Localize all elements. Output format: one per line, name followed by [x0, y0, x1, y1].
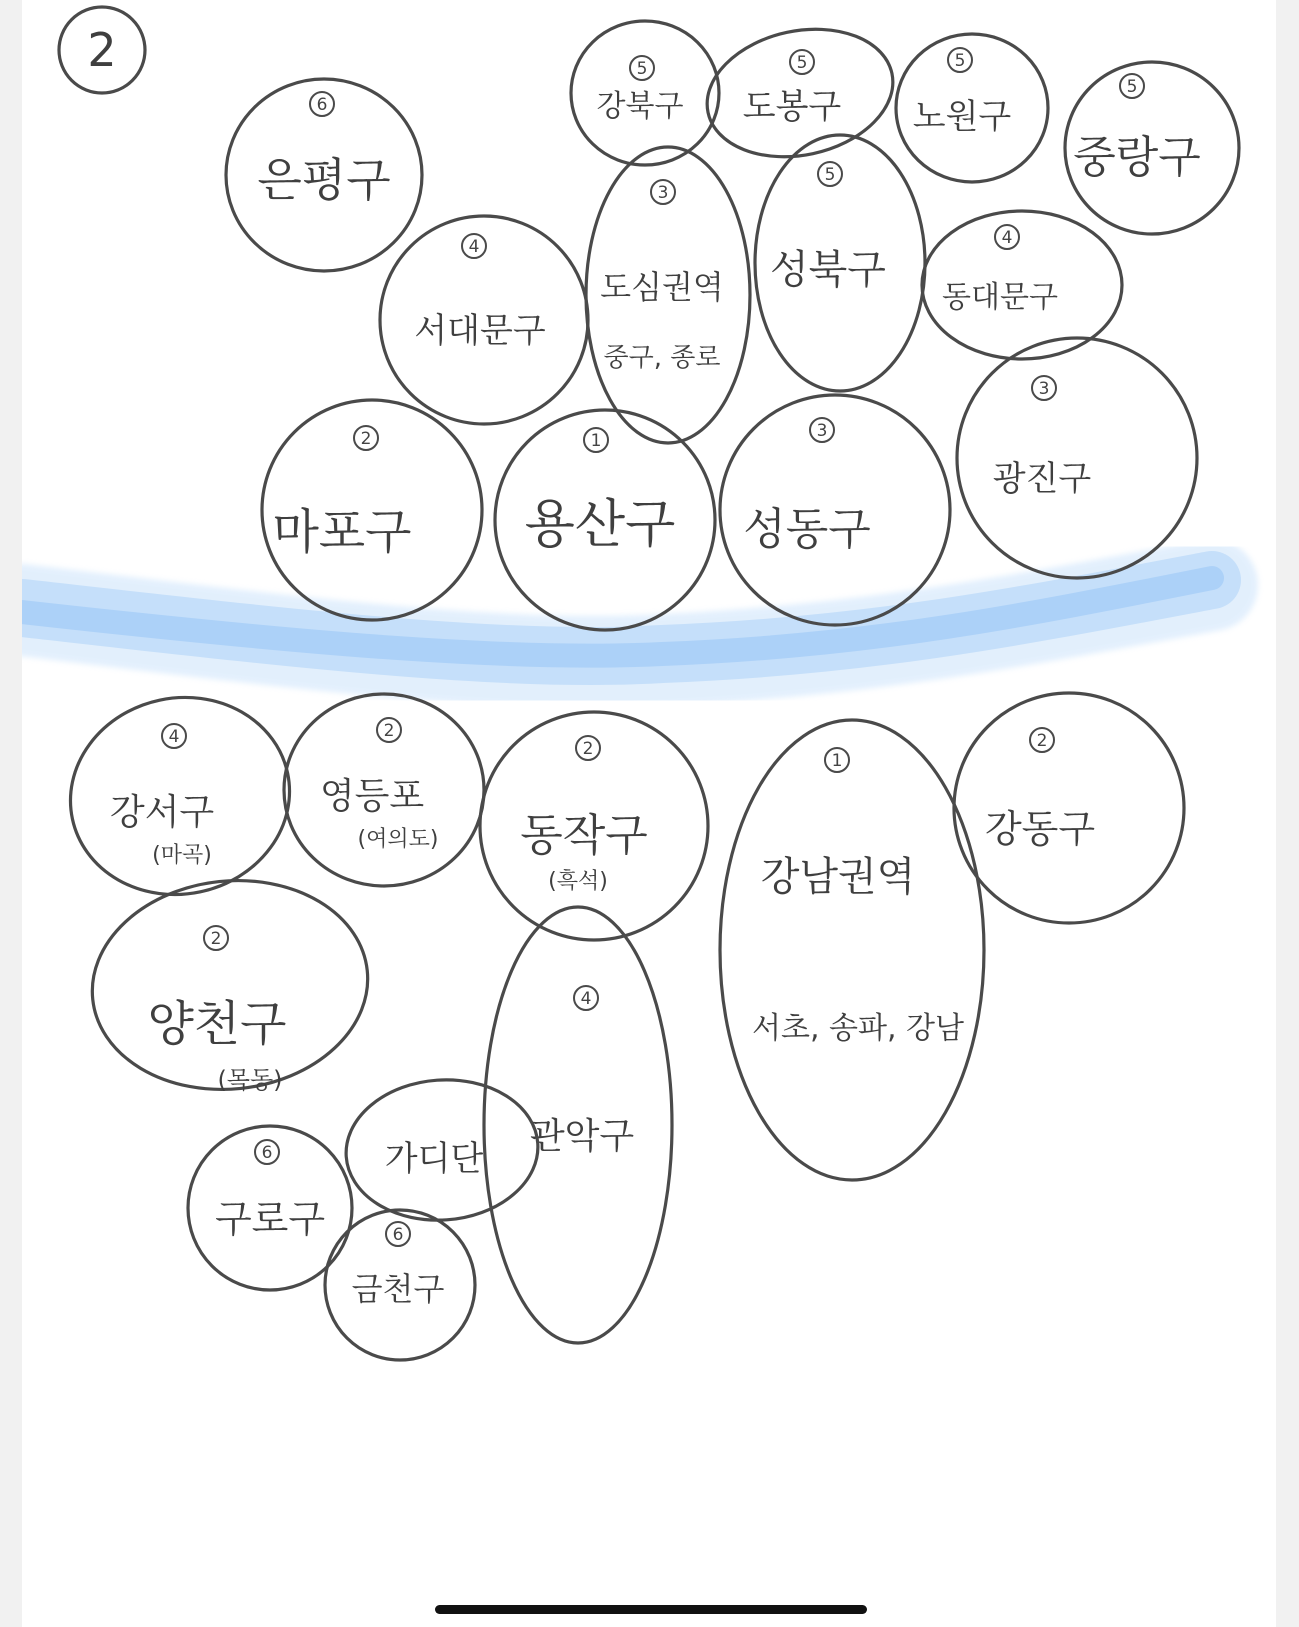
- district-name: 성북구: [770, 247, 886, 293]
- rank-label: 2: [360, 429, 372, 449]
- district-eunpyeong: [226, 79, 422, 271]
- district-diagram: [22, 0, 1276, 1627]
- district-yongsan: [495, 410, 715, 630]
- han-river: [22, 578, 1212, 662]
- district-name: 성동구: [743, 504, 871, 555]
- home-indicator[interactable]: [435, 1605, 867, 1614]
- district-dongdaemun: [922, 211, 1122, 359]
- district-dongjak: [480, 712, 708, 940]
- rank-label: 6: [316, 95, 328, 115]
- district-gwangjin: [957, 338, 1197, 578]
- district-sub: (마곡): [152, 843, 212, 868]
- district-name: 마포구: [272, 504, 412, 560]
- rank-label: 5: [1126, 77, 1138, 97]
- district-sub: (여의도): [357, 827, 439, 852]
- district-name: 동대문구: [942, 280, 1058, 315]
- rank-label: 5: [954, 51, 966, 71]
- rank-label: 5: [824, 165, 836, 185]
- district-dosim: [586, 147, 750, 443]
- district-name: 양천구: [147, 996, 287, 1052]
- rank-label: 2: [210, 929, 222, 949]
- district-name: 은평구: [257, 153, 391, 207]
- rank-label: 2: [582, 739, 594, 759]
- district-name: 서대문구: [414, 311, 546, 351]
- district-gangbuk: [571, 21, 719, 165]
- rank-label: 6: [261, 1143, 273, 1163]
- district-sub: (목동): [217, 1066, 283, 1094]
- district-name: 관악구: [529, 1116, 635, 1157]
- district-name: 강남권역: [760, 854, 916, 900]
- district-gangdong: [954, 693, 1184, 923]
- district-mapo: [262, 400, 482, 620]
- district-sub: 중구, 종로: [603, 343, 721, 373]
- rank-label: 1: [831, 751, 843, 771]
- district-yangcheon: [82, 867, 378, 1103]
- district-name: 강서구: [109, 792, 215, 833]
- district-name: 도심권역: [600, 268, 724, 306]
- rank-label: 5: [636, 59, 648, 79]
- district-nowon: [896, 34, 1048, 182]
- district-gangnam: [720, 720, 984, 1180]
- rank-label: 3: [657, 183, 669, 203]
- rank-label: 4: [468, 237, 480, 257]
- district-name: 강북구: [596, 89, 684, 124]
- district-gasan: [341, 1073, 542, 1226]
- district-outline: [720, 720, 984, 1180]
- district-gwanak: [484, 907, 672, 1343]
- district-jungnang: [1065, 62, 1239, 234]
- district-sub: (흑석): [548, 869, 608, 894]
- rank-label: 4: [1001, 228, 1013, 248]
- page-number: [59, 7, 145, 93]
- district-name: 동작구: [520, 810, 648, 861]
- district-outline: [957, 338, 1197, 578]
- district-name: 광진구: [992, 459, 1092, 499]
- note-page: [22, 0, 1276, 1627]
- rank-label: 4: [168, 727, 180, 747]
- district-name: 강동구: [984, 807, 1096, 851]
- rank-label: 3: [1038, 379, 1050, 399]
- district-name: 용산구: [524, 495, 676, 555]
- district-name: 가디단: [384, 1139, 484, 1179]
- district-yeongdeungpo: [284, 694, 484, 886]
- district-name: 도봉구: [742, 87, 842, 127]
- rank-label: 2: [383, 721, 395, 741]
- district-name: 영등포: [319, 776, 425, 817]
- page-number-label: 2: [87, 23, 117, 77]
- district-name: 중랑구: [1073, 132, 1201, 183]
- district-gangseo: [52, 677, 308, 914]
- rank-label: 6: [392, 1225, 404, 1245]
- rank-label: 1: [590, 431, 602, 451]
- district-seongdong: [720, 395, 950, 625]
- district-name: 구로구: [214, 1197, 326, 1241]
- rank-label: 3: [816, 421, 828, 441]
- rank-label: 4: [580, 989, 592, 1009]
- district-seongbuk: [755, 135, 925, 391]
- district-sub: 서초, 송파, 강남: [751, 1011, 965, 1046]
- rank-label: 5: [796, 53, 808, 73]
- district-name: 금천구: [351, 1270, 445, 1308]
- district-name: 노원구: [912, 97, 1012, 137]
- district-geumcheon: [325, 1210, 475, 1360]
- district-seodaemun: [380, 216, 588, 424]
- rank-label: 2: [1036, 731, 1048, 751]
